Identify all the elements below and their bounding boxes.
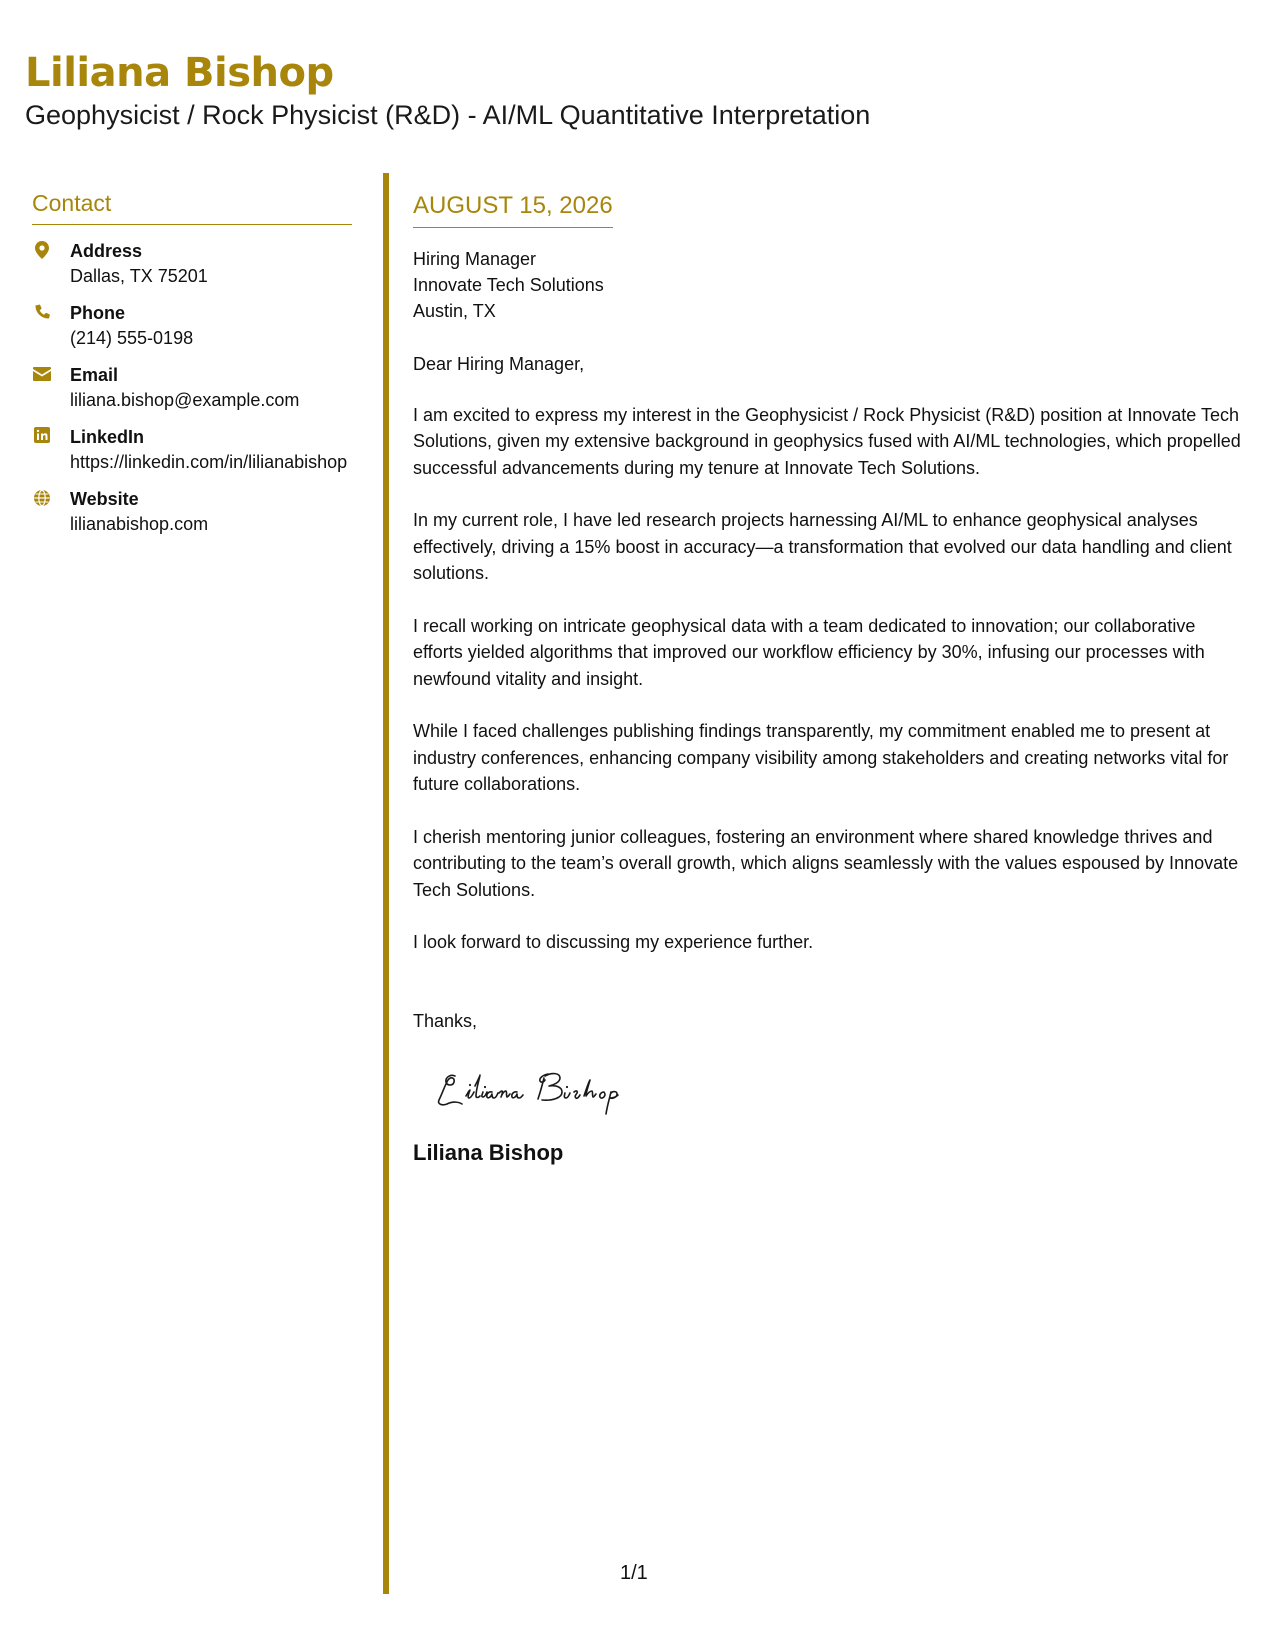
email-label: Email xyxy=(70,365,119,385)
vertical-divider xyxy=(383,173,389,1594)
signer-name: Liliana Bishop xyxy=(413,1140,564,1165)
job-title: Geophysicist / Rock Physicist (R&D) - AI/ML Quantitative Interpretation xyxy=(25,100,871,130)
letter-paragraph: I recall working on intricate geophysical data with a team dedicated to innovation; our collaborative efforts yielded algorithms that improved our workflow efficiency by 30%, infusing our processes with newfound vitality and insight. xyxy=(413,615,1205,689)
contact-item-email xyxy=(32,363,352,413)
linkedin-icon xyxy=(32,427,52,447)
email-value: liliana.bishop@example.com xyxy=(70,390,300,410)
contact-item-phone xyxy=(32,301,352,351)
linkedin-label: LinkedIn xyxy=(70,427,145,447)
contact-item-linkedin xyxy=(32,425,352,475)
recipient-name: Hiring Manager xyxy=(413,249,537,269)
address-value: Dallas, TX 75201 xyxy=(70,266,208,286)
recipient-block xyxy=(413,246,1248,324)
globe-icon xyxy=(32,489,52,509)
contact-heading: Contact xyxy=(32,188,352,225)
phone-value: (214) 555-0198 xyxy=(70,328,194,348)
candidate-name: Liliana Bishop xyxy=(25,50,334,96)
letter-paragraph: I am excited to express my interest in the Geophysicist / Rock Physicist (R&D) position at Innovate Tech Solutions, given my extensive background in geophysics fused with AI/ML technologies, which propelled successful advancements during my tenure at Innovate Tech Solutions. xyxy=(413,404,1241,478)
linkedin-value: https://linkedin.com/in/lilianabishop xyxy=(70,452,348,472)
salutation: Dear Hiring Manager, xyxy=(413,354,585,374)
contact-sidebar xyxy=(32,188,352,549)
contact-item-address xyxy=(32,239,352,289)
letter-paragraph: In my current role, I have led research projects harnessing AI/ML to enhance geophysical analyses effectively, driving a 15% boost in accuracy—a transformation that evolved our data handling and client solutions. xyxy=(413,510,1232,583)
letter-paragraph: While I faced challenges publishing findings transparently, my commitment enabled me to present at industry conferences, enhancing company visibility among stakeholders and creating networks vital for future collaborations. xyxy=(413,721,1229,794)
letter-date: AUGUST 15, 2026 xyxy=(413,191,613,228)
page-number: 1/1 xyxy=(620,1562,648,1584)
contact-item-website xyxy=(32,487,352,537)
cover-letter xyxy=(413,191,1248,1168)
closing: Thanks, xyxy=(413,1010,478,1031)
envelope-icon xyxy=(32,365,52,385)
map-marker-icon xyxy=(32,241,52,261)
website-value: lilianabishop.com xyxy=(70,514,209,534)
recipient-location: Austin, TX xyxy=(413,301,496,321)
address-label: Address xyxy=(70,241,143,261)
letter-paragraph: I look forward to discussing my experience further. xyxy=(413,932,814,952)
phone-icon xyxy=(32,303,52,323)
handwritten-signature xyxy=(433,1062,1248,1124)
letter-paragraph: I cherish mentoring junior colleagues, fostering an environment where shared knowledge thrives and contributing to the team’s overall growth, which aligns seamlessly with the values espoused by Innovate Tech Solutions. xyxy=(413,826,1239,900)
recipient-company: Innovate Tech Solutions xyxy=(413,275,604,295)
website-label: Website xyxy=(70,489,139,509)
phone-label: Phone xyxy=(70,303,126,323)
